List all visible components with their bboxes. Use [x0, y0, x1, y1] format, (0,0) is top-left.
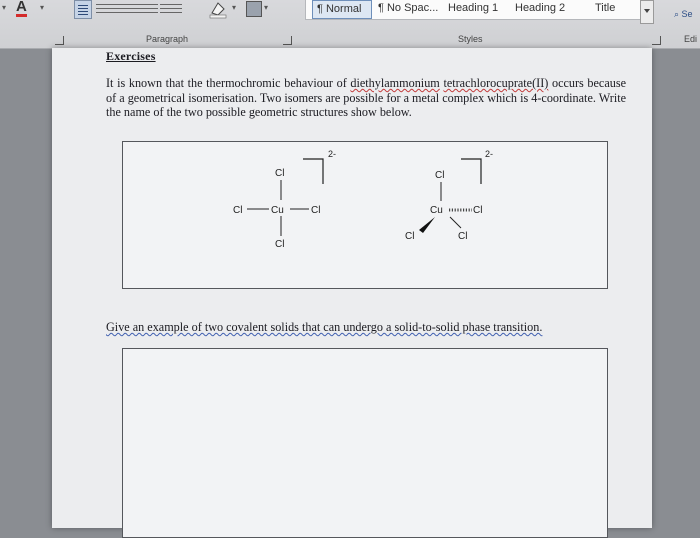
style-heading-1[interactable]: Heading 1 — [448, 2, 499, 14]
structure-2-bottom-left-ligand: Cl — [405, 231, 415, 242]
structure-2-top-ligand: Cl — [435, 170, 445, 181]
style-title[interactable]: Title — [595, 2, 616, 14]
section-heading: Exercises — [106, 49, 156, 63]
question-1-text: It is known that the thermochromic behaviour of diethylammonium tetrachlorocuprate(II) occurs because of a geometrical isomerisation. Two isomers are possible for a metal complex which is 4-coordinate. Write the name of the two possible geometric structures show below. — [106, 76, 626, 119]
structure-1-top-ligand: Cl — [275, 168, 285, 179]
style-no-spacing[interactable]: ¶ No Spac... — [378, 2, 439, 14]
borders-dropdown-icon[interactable]: ▾ — [264, 3, 269, 12]
search-icon: ⌕ — [674, 9, 682, 19]
styles-more-button[interactable] — [640, 0, 654, 24]
editing-group-label: Edi — [684, 34, 698, 44]
structure-1-metal: Cu — [271, 205, 284, 216]
question-2-text: Give an example of two covalent solids that can undergo a solid-to-solid phase transition. — [106, 320, 543, 334]
font-color-button[interactable]: A — [16, 0, 27, 15]
structure-2-charge: 2- — [485, 149, 494, 159]
align-left-button[interactable] — [74, 0, 92, 19]
svg-text:▾: ▾ — [232, 3, 237, 12]
align-center-icon[interactable] — [96, 2, 118, 17]
align-right-icon[interactable] — [116, 2, 138, 17]
structure-2-metal: Cu — [430, 205, 443, 216]
misspelled-word: diethylammonium — [350, 76, 440, 90]
geometric-structures-diagram — [123, 142, 609, 290]
structure-1-left-ligand: Cl — [233, 205, 243, 216]
document-page[interactable] — [52, 48, 652, 528]
dropdown-arrow-icon[interactable]: ▾ — [2, 3, 7, 12]
styles-dialog-launcher-icon[interactable] — [652, 36, 661, 45]
structure-1 — [233, 149, 336, 250]
structure-1-bottom-ligand: Cl — [275, 239, 285, 250]
style-normal[interactable]: ¶ Normal — [312, 0, 372, 19]
structure-2-right-ligand: Cl — [473, 205, 483, 216]
ribbon — [0, 0, 700, 49]
justify-icon[interactable] — [136, 2, 158, 17]
font-dialog-launcher-icon[interactable] — [55, 36, 64, 45]
structure-2-bottom-right-ligand: Cl — [458, 231, 468, 242]
borders-button[interactable] — [246, 1, 262, 17]
answer-box-2[interactable] — [122, 348, 608, 538]
line-spacing-icon[interactable] — [160, 2, 182, 17]
search-button[interactable]: ⌕ Se — [674, 9, 693, 19]
styles-gallery — [305, 0, 647, 20]
structure-1-right-ligand: Cl — [311, 205, 321, 216]
misspelled-word: tetrachlorocuprate(II) — [443, 76, 549, 90]
font-color-dropdown-icon[interactable]: ▾ — [40, 3, 45, 12]
paragraph-dialog-launcher-icon[interactable] — [283, 36, 292, 45]
chevron-down-icon — [644, 9, 650, 13]
styles-group-label: Styles — [458, 34, 483, 44]
paragraph-group-label: Paragraph — [146, 34, 189, 44]
style-heading-2[interactable]: Heading 2 — [515, 2, 566, 14]
structure-1-charge: 2- — [328, 149, 337, 159]
structures-box[interactable] — [122, 141, 608, 289]
shading-button[interactable] — [206, 0, 246, 20]
structure-2 — [405, 149, 493, 242]
